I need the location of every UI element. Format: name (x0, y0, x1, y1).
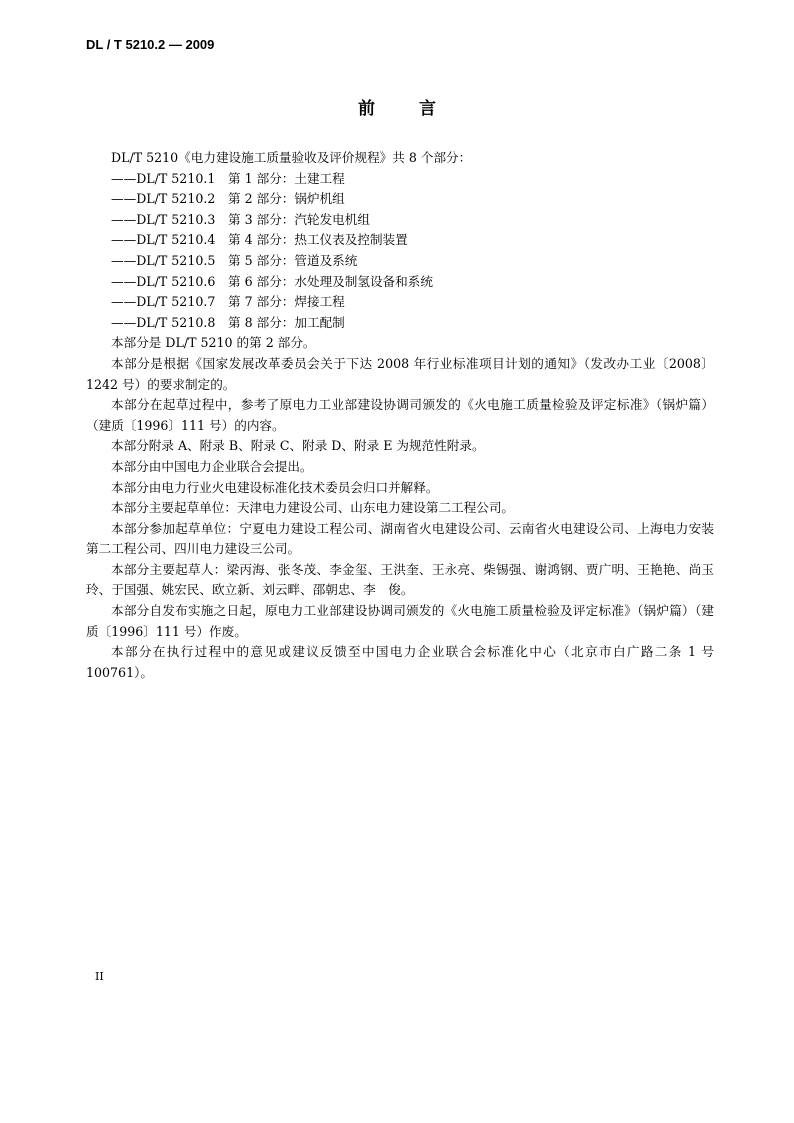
list-item (86, 272, 714, 293)
part-label: 第 1 部分：土建工程 (228, 170, 345, 186)
part-code: ——DL/T 5210.1 (111, 170, 216, 186)
list-item (86, 230, 714, 251)
part-label: 第 3 部分：汽轮发电机组 (228, 211, 370, 227)
part-label: 第 8 部分：加工配制 (228, 314, 345, 330)
part-code: ——DL/T 5210.8 (111, 314, 216, 330)
part-code: ——DL/T 5210.4 (111, 232, 216, 248)
part-label: 第 4 部分：热工仪表及控制装置 (228, 232, 408, 248)
part-label: 第 2 部分：锅炉机组 (228, 191, 345, 207)
part-code: ——DL/T 5210.3 (111, 211, 216, 227)
page-number: II (95, 970, 104, 983)
part-code: ——DL/T 5210.5 (111, 252, 216, 268)
part-code: ——DL/T 5210.2 (111, 191, 216, 207)
paragraph-drafters-people: 本部分主要起草人：梁丙海、张冬茂、李金玺、王洪奎、王永亮、柴锡强、谢鸿钢、贾广明、王艳艳、尚玉玲、于国强、姚宏民、欧立新、刘云畔、邵朝忠、李 俊。 (86, 561, 714, 598)
paragraph-interpreter: 本部分由电力行业火电建设标准化技术委员会归口并解释。 (111, 479, 439, 495)
part-label: 第 6 部分：水处理及制氢设备和系统 (228, 273, 433, 289)
part-code: ——DL/T 5210.6 (111, 273, 216, 289)
intro-paragraph: DL/T 5210《电力建设施工质量验收及评价规程》共 8 个部分： (111, 150, 472, 165)
paragraph-part-number: 本部分是 DL/T 5210 的第 2 部分。 (111, 335, 316, 351)
page-title: 前言 (358, 99, 480, 119)
part-label: 第 5 部分：管道及系统 (228, 252, 358, 268)
paragraph-appendices: 本部分附录 A、附录 B、附录 C、附录 D、附录 E 为规范性附录。 (111, 438, 485, 454)
document-number-header: DL / T 5210.2 — 2009 (86, 37, 215, 52)
parts-list (86, 169, 714, 334)
paragraph-supersedes: 本部分自发布实施之日起，原电力工业部建设协调司颁发的《火电施工质量检验及评定标准》（锅炉篇）（建质〔1996〕111 号）作废。 (86, 603, 714, 639)
list-item (86, 169, 714, 190)
list-item (86, 251, 714, 272)
paragraph-references: 本部分在起草过程中，参考了原电力工业部建设协调司颁发的《火电施工质量检验及评定标准》（锅炉篇）（建质〔1996〕111 号）的内容。 (86, 397, 714, 433)
list-item (86, 189, 714, 210)
part-label: 第 7 部分：焊接工程 (228, 294, 345, 310)
paragraph-basis: 本部分是根据《国家发展改革委员会关于下达 2008 年行业标准项目计划的通知》（发改办工业〔2008〕1242 号）的要求制定的。 (86, 355, 714, 392)
paragraph-main-drafters: 本部分主要起草单位：天津电力建设公司、山东电力建设第二工程公司。 (111, 500, 514, 516)
preface-body (86, 148, 714, 683)
list-item (86, 313, 714, 334)
list-item (86, 292, 714, 313)
part-code: ——DL/T 5210.7 (111, 294, 216, 310)
paragraph-feedback: 本部分在执行过程中的意见或建议反馈至中国电力企业联合会标准化中心（北京市白广路二条 1 号100761）。 (86, 644, 714, 680)
paragraph-participating-drafters: 本部分参加起草单位：宁夏电力建设工程公司、湖南省火电建设公司、云南省火电建设公司、上海电力安装第二工程公司、四川电力建设三公司。 (86, 520, 714, 557)
list-item (86, 210, 714, 231)
paragraph-proposer: 本部分由中国电力企业联合会提出。 (111, 458, 313, 474)
